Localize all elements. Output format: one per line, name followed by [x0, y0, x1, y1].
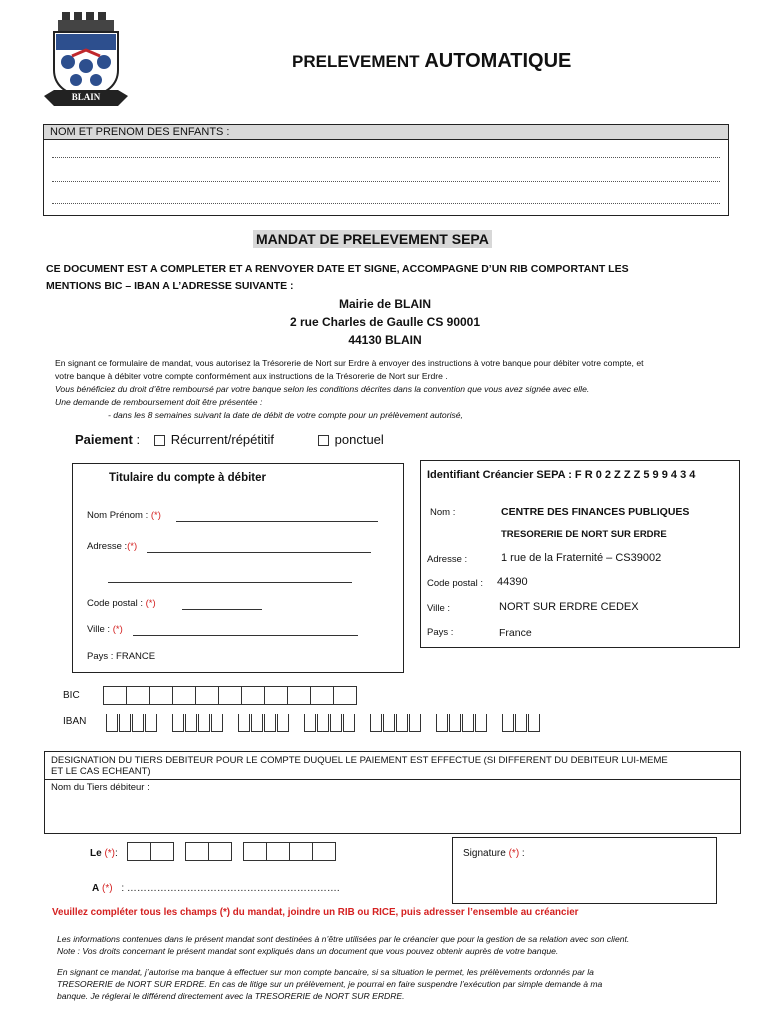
iban-cell[interactable]	[198, 714, 210, 732]
recurrent-label: Récurrent/répétitif	[170, 432, 275, 447]
iban-cell[interactable]	[317, 714, 329, 732]
creditor-name-label: Nom :	[430, 507, 456, 518]
bic-cell[interactable]	[264, 686, 288, 705]
place-row	[92, 883, 340, 894]
bic-cell[interactable]	[172, 686, 196, 705]
bic-field[interactable]	[104, 686, 357, 705]
date-day[interactable]	[128, 842, 174, 861]
third-party-name-label: Nom du Tiers débiteur :	[51, 782, 150, 793]
legal-text-4: Une demande de remboursement doit être présentée :	[55, 397, 263, 407]
date-cell[interactable]	[243, 842, 267, 861]
bic-cell[interactable]	[333, 686, 357, 705]
iban-cell[interactable]	[383, 714, 395, 732]
debtor-country: Pays : FRANCE	[87, 651, 156, 662]
iban-group[interactable]	[502, 714, 541, 732]
debtor-address-label: Adresse :	[87, 541, 128, 552]
bic-cell[interactable]	[149, 686, 173, 705]
debtor-postal-field[interactable]	[182, 609, 262, 610]
signature-label: Signature	[463, 848, 506, 859]
place-label: A	[92, 883, 100, 894]
children-names-box	[43, 124, 729, 216]
iban-cell[interactable]	[304, 714, 316, 732]
bic-cell[interactable]	[241, 686, 265, 705]
date-field[interactable]	[128, 842, 336, 861]
date-cell[interactable]	[208, 842, 232, 861]
bic-label: BIC	[63, 690, 80, 701]
iban-cell[interactable]	[343, 714, 355, 732]
creditor-city-label: Ville :	[427, 603, 451, 614]
title-part2: AUTOMATIQUE	[424, 50, 572, 72]
debtor-address-row	[87, 541, 137, 552]
ponctuel-label: ponctuel	[334, 432, 384, 447]
info-text-1: Les informations contenues dans le présent mandat sont destinées à n’être utilisées par le créancier que pour la gestion de sa relation avec son client.	[57, 934, 630, 944]
iban-cell[interactable]	[172, 714, 184, 732]
recurrent-option[interactable]	[154, 432, 278, 447]
payment-colon: :	[136, 432, 141, 447]
debtor-name-row	[87, 510, 161, 521]
third-party-box	[44, 751, 741, 834]
creditor-address-label: Adresse :	[427, 554, 468, 565]
warning-text: Veuillez compléter tous les champs (*) du mandat, joindre un RIB ou RICE, puis adresser l’ensemble au créancier	[52, 907, 579, 918]
children-label: NOM ET PRENOM DES ENFANTS :	[50, 126, 230, 138]
address-line-2: 2 rue Charles de Gaulle CS 90001	[289, 315, 481, 329]
iban-group[interactable]	[238, 714, 290, 732]
ponctuel-option[interactable]	[318, 432, 384, 447]
page-title	[292, 50, 571, 73]
iban-cell[interactable]	[106, 714, 118, 732]
iban-cell[interactable]	[145, 714, 157, 732]
iban-cell[interactable]	[475, 714, 487, 732]
iban-cell[interactable]	[462, 714, 474, 732]
iban-group[interactable]	[172, 714, 224, 732]
iban-cell[interactable]	[502, 714, 514, 732]
creditor-country-label: Pays :	[427, 627, 454, 638]
iban-label: IBAN	[63, 716, 87, 727]
debtor-address-field-2[interactable]	[108, 582, 352, 583]
creditor-box	[420, 460, 740, 648]
iban-cell[interactable]	[370, 714, 382, 732]
iban-cell[interactable]	[277, 714, 289, 732]
creditor-postal-value: 44390	[497, 576, 528, 588]
legal-text-5: - dans les 8 semaines suivant la date de débit de votre compte pour un prélèvement autorisé,	[108, 410, 463, 420]
date-cell[interactable]	[150, 842, 174, 861]
iban-group[interactable]	[106, 714, 158, 732]
iban-cell[interactable]	[409, 714, 421, 732]
legal-text-1: En signant ce formulaire de mandat, vous autorisez la Trésorerie de Nort sur Erdre à envoyer des instructions à votre banque pour débiter votre compte, et	[55, 358, 644, 368]
child-name-line-3[interactable]	[52, 203, 720, 204]
date-colon: :	[115, 848, 118, 859]
payment-label: Paiement	[75, 432, 133, 447]
recurrent-checkbox[interactable]	[154, 435, 165, 446]
debtor-postal-label: Code postal :	[87, 598, 146, 609]
required-mark: (*)	[508, 848, 520, 859]
debtor-name-field[interactable]	[176, 521, 378, 522]
bic-cell[interactable]	[103, 686, 127, 705]
bic-cell[interactable]	[218, 686, 242, 705]
creditor-id: Identifiant Créancier SEPA : F R 0 2 Z Z Z 5 9 9 4 3 4	[427, 469, 696, 481]
date-label-row	[90, 848, 118, 859]
iban-cell[interactable]	[264, 714, 276, 732]
legal-text-2: votre banque à débiter votre compte conformément aux instructions de la Trésorerie de Nort sur Erdre .	[55, 371, 448, 381]
instruction-line-2: MENTIONS BIC – IBAN A L’ADRESSE SUIVANTE :	[46, 280, 294, 292]
debtor-box	[72, 463, 404, 673]
required-mark: (*)	[150, 510, 161, 521]
signature-colon: :	[519, 848, 525, 859]
iban-group[interactable]	[436, 714, 488, 732]
logo-banner: BLAIN	[71, 92, 101, 102]
legal-text-3: Vous bénéficiez du droit d’être remboursé par votre banque selon les conditions décrites dans la convention que vous avez signée avec elle.	[55, 384, 590, 394]
date-month[interactable]	[186, 842, 232, 861]
ponctuel-checkbox[interactable]	[318, 435, 329, 446]
info-text-3: En signant ce mandat, j’autorise ma banque à effectuer sur mon compte bancaire, si sa situation le permet, les prélèvements ordonnés par la	[57, 967, 594, 977]
debtor-city-field[interactable]	[133, 635, 358, 636]
signature-label-row	[463, 848, 525, 859]
debtor-city-row	[87, 624, 123, 635]
iban-cell[interactable]	[330, 714, 342, 732]
iban-group[interactable]	[304, 714, 356, 732]
iban-cell[interactable]	[396, 714, 408, 732]
creditor-postal-label: Code postal :	[427, 578, 483, 589]
required-mark: (*)	[104, 848, 116, 859]
iban-cell[interactable]	[211, 714, 223, 732]
debtor-postal-row	[87, 598, 156, 609]
iban-cell[interactable]	[449, 714, 461, 732]
date-label: Le	[90, 848, 102, 859]
iban-cell[interactable]	[515, 714, 527, 732]
iban-group[interactable]	[370, 714, 422, 732]
third-party-line-1: DESIGNATION DU TIERS DEBITEUR POUR LE COMPTE DUQUEL LE PAIEMENT EST EFFECTUE (SI DIFFERENT DU DEBITEUR LUI-MEME	[51, 755, 668, 766]
bic-cell[interactable]	[310, 686, 334, 705]
debtor-city-label: Ville :	[87, 624, 113, 635]
child-name-line-1[interactable]	[52, 157, 720, 158]
signature-box[interactable]	[452, 837, 717, 904]
third-party-heading	[45, 752, 740, 780]
payment-row	[75, 432, 384, 447]
date-year[interactable]	[244, 842, 336, 861]
date-cell[interactable]	[312, 842, 336, 861]
title-part1: PRELEVEMENT	[292, 52, 420, 71]
debtor-title: Titulaire du compte à débiter	[109, 472, 266, 484]
date-cell[interactable]	[266, 842, 290, 861]
iban-cell[interactable]	[528, 714, 540, 732]
iban-cell[interactable]	[185, 714, 197, 732]
place-field[interactable]: : ……………………………………………………….	[121, 883, 340, 894]
debtor-address-field-1[interactable]	[147, 552, 371, 553]
info-text-4: TRESORERIE de NORT SUR ERDRE. En cas de litige sur un prélèvement, je pourrai en faire suspendre l’exécution par simple demande à ma	[57, 979, 603, 989]
creditor-name-value: CENTRE DES FINANCES PUBLIQUES	[501, 506, 690, 518]
required-mark: (*)	[145, 598, 156, 609]
iban-cell[interactable]	[119, 714, 131, 732]
blain-logo	[42, 10, 130, 112]
creditor-name-value-2: TRESORERIE DE NORT SUR ERDRE	[501, 529, 667, 540]
required-mark: (*)	[102, 883, 113, 894]
required-mark: (*)	[127, 541, 138, 552]
info-text-2: Note : Vos droits concernant le présent mandat sont expliqués dans un document que vous pouvez obtenir auprès de votre banque.	[57, 946, 559, 956]
children-label-bar	[44, 125, 728, 140]
iban-cell[interactable]	[238, 714, 250, 732]
creditor-city-value: NORT SUR ERDRE CEDEX	[499, 601, 639, 613]
third-party-line-2: ET LE CAS ECHEANT)	[51, 766, 151, 777]
creditor-address-value: 1 rue de la Fraternité – CS39002	[501, 552, 662, 564]
bic-cell[interactable]	[126, 686, 150, 705]
iban-cell[interactable]	[436, 714, 448, 732]
bic-cell[interactable]	[195, 686, 219, 705]
iban-cell[interactable]	[132, 714, 144, 732]
child-name-line-2[interactable]	[52, 181, 720, 182]
date-cell[interactable]	[127, 842, 151, 861]
iban-field[interactable]	[106, 714, 555, 732]
address-line-1: Mairie de BLAIN	[338, 297, 431, 311]
creditor-country-value: France	[499, 627, 532, 639]
bic-cell[interactable]	[287, 686, 311, 705]
iban-cell[interactable]	[251, 714, 263, 732]
required-mark: (*)	[112, 624, 123, 635]
info-text-5: banque. Je réglerai le différend directement avec la TRESORERIE de NORT SUR ERDRE.	[57, 991, 405, 1001]
debtor-name-label: Nom Prénom :	[87, 510, 151, 521]
mandate-heading: MANDAT DE PRELEVEMENT SEPA	[253, 230, 492, 248]
instruction-line-1: CE DOCUMENT EST A COMPLETER ET A RENVOYER DATE ET SIGNE, ACCOMPAGNE D’UN RIB COMPORTANT LES	[46, 263, 629, 275]
address-line-3: 44130 BLAIN	[348, 333, 422, 347]
date-cell[interactable]	[289, 842, 313, 861]
date-cell[interactable]	[185, 842, 209, 861]
